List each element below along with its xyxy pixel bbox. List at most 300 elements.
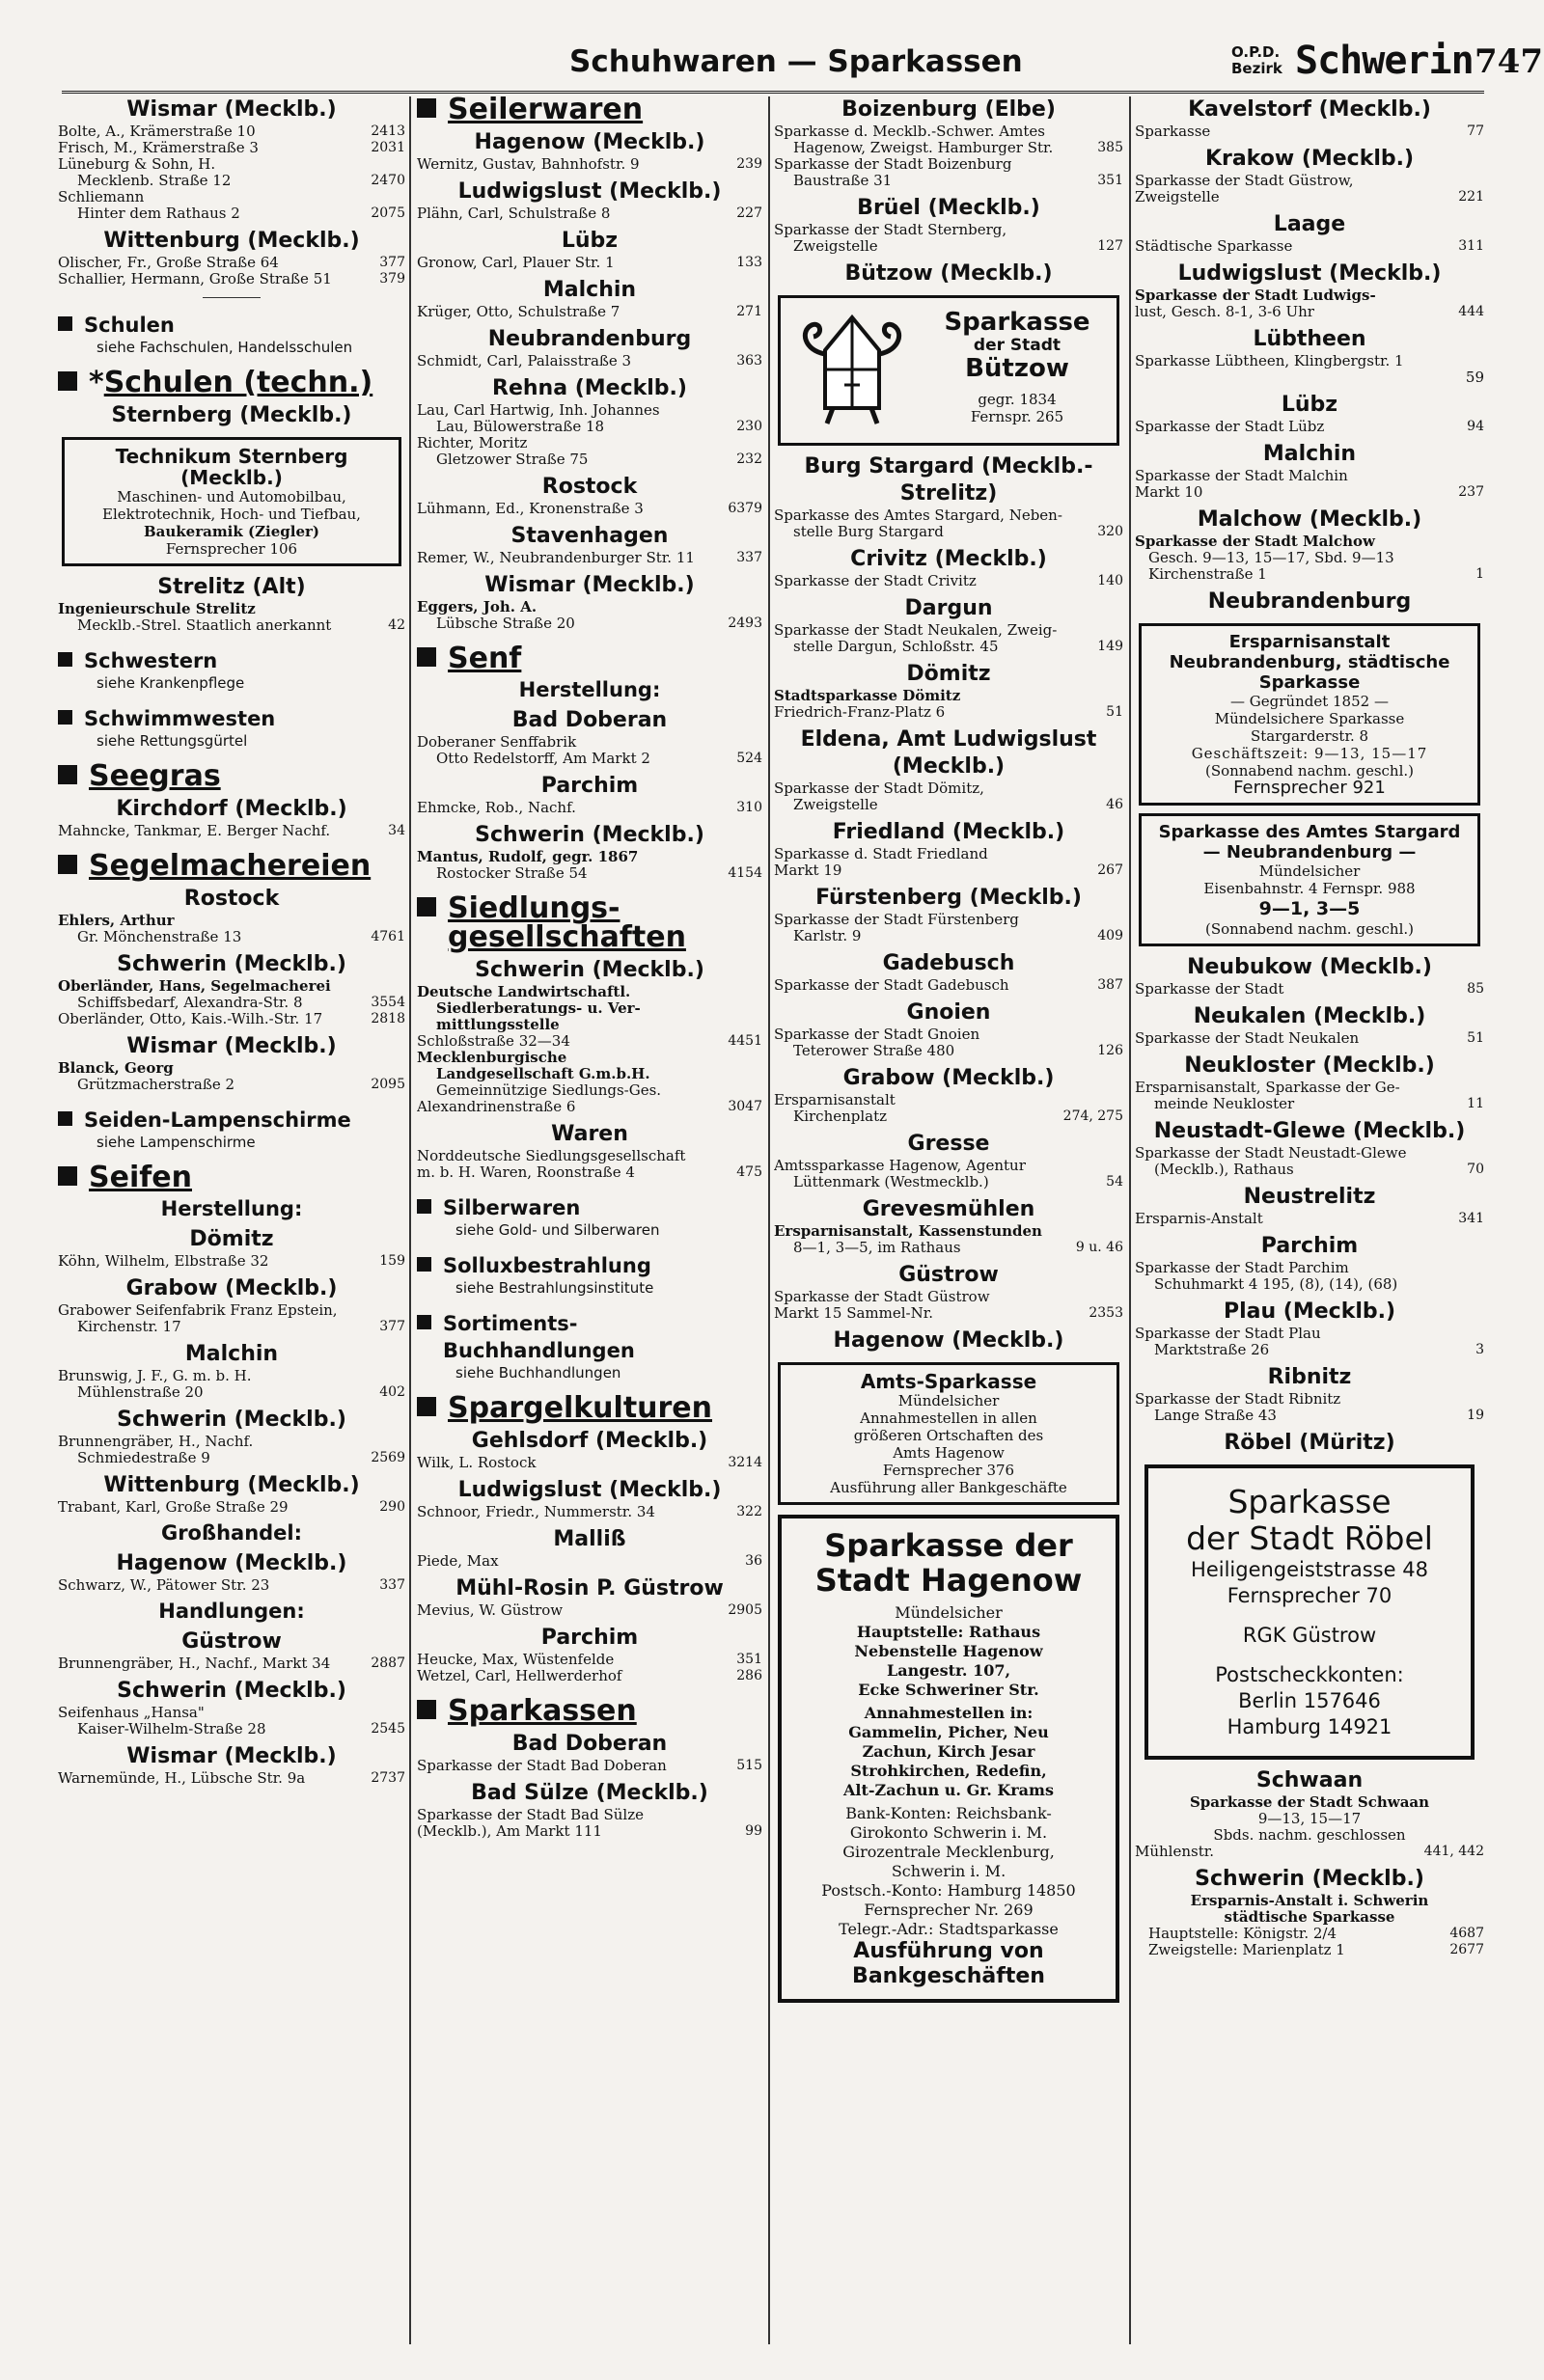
phone-number: 2887 [371,1655,405,1671]
square-bullet-icon [417,1199,431,1214]
entry-text: Ersparnisanstalt [774,1091,896,1108]
ad-line: Gammelin, Picher, Neu [848,1723,1049,1741]
entry [58,995,405,1011]
phone-number: 444 [1458,304,1484,319]
phone-number: 42 [388,617,405,633]
entry [417,865,762,882]
section-heading [417,1694,762,1728]
place-heading: Wismar (Mecklb.) [126,1744,337,1768]
entry-text: meinde Neukloster [1154,1095,1295,1112]
entry-text: Markt 19 [774,862,842,879]
ad-line: Mündelsicher [895,1603,1003,1622]
place-heading: Hagenow (Mecklb.) [116,1551,347,1575]
ad-amts-sparkasse [778,1362,1119,1505]
ad-line: Fernsprecher 376 [882,1462,1015,1479]
entry [774,1305,1123,1322]
entry [774,1240,1123,1256]
entry-text: Ehlers, Arthur [58,912,175,929]
entry-text: mittlungsstelle [436,1016,560,1033]
entry [1135,304,1484,320]
section-label: Schwimmwesten [84,707,276,730]
entry-text: Ersparnisanstalt, Sparkasse der Ge- [1135,1079,1400,1096]
section-heading [58,312,405,339]
section-heading [417,1194,762,1221]
square-bullet-icon [58,371,77,391]
entry [774,573,1123,589]
entry-text: (Mecklb.), Rathaus [1154,1161,1294,1178]
phone-number: 2677 [1449,1942,1484,1957]
entry-text: Friedrich-Franz-Platz 6 [774,703,946,721]
entry-text: Sparkasse der Stadt Güstrow, [1135,172,1354,189]
entry-text: Schuhmarkt 4 195, (8), (14), (68) [1154,1275,1398,1293]
phone-number: 2353 [1089,1305,1123,1321]
entry-text: Schmiedestraße 9 [77,1449,210,1466]
place-heading: Rostock [541,475,638,499]
entry-text: Lüneburg & Sohn, H. [58,155,216,173]
entry-text: Piede, Max [417,1552,499,1570]
phone-number: 515 [736,1758,762,1773]
entry-text: Schliemann [58,188,145,205]
ad-technikum-sternberg [62,437,401,566]
entry [774,797,1123,813]
square-bullet-icon [417,647,436,667]
phone-number: 126 [1097,1043,1123,1058]
phone-number: 230 [736,419,762,434]
entry-text: Trabant, Karl, Große Straße 29 [58,1498,289,1516]
place-heading: Krakow (Mecklb.) [1204,147,1415,171]
entry-text: Sparkasse der Stadt Lübz [1135,418,1325,435]
section-label: Spargelkulturen [448,1391,713,1425]
phone-number: 237 [1458,484,1484,500]
entry-text: lust, Gesch. 8-1, 3-6 Uhr [1135,303,1314,320]
place-heading: Wismar (Mecklb.) [484,573,695,597]
entry-text: Schmidt, Carl, Palaisstraße 3 [417,352,632,369]
place-heading: Wismar (Mecklb.) [126,97,337,122]
entry-text: Sparkasse der Stadt Plau [1135,1325,1321,1342]
entry-text: Markt 10 [1135,483,1203,501]
entry-text: Sparkasse Lübtheen, Klingbergstr. 1 [1135,352,1404,369]
place-heading: Schwerin (Mecklb.) [475,823,704,847]
entry [417,550,762,566]
ad-line: Stargarderstr. 8 [1250,727,1369,745]
place-heading: Neubrandenburg [487,327,692,351]
phone-number: 402 [379,1384,405,1400]
entry-text: Remer, W., Neubrandenburger Str. 11 [417,549,695,566]
phone-number: 3 [1475,1342,1484,1357]
phone-number: 286 [736,1668,762,1683]
entry [417,751,762,767]
entry [1135,1211,1484,1227]
phone-number: 9 u. 46 [1075,1240,1123,1255]
phone-number: 3047 [728,1099,762,1114]
place-heading: Grevesmühlen [862,1197,1035,1221]
place-heading: Burg Stargard (Mecklb.-Strelitz) [804,454,1093,506]
entry [58,173,405,189]
phone-number: 271 [736,304,762,319]
entry-text: Hauptstelle: Königstr. 2/4 [1148,1925,1337,1942]
section-heading [417,891,762,925]
entry-text: Frisch, M., Krämerstraße 3 [58,139,259,156]
place-heading: Gnoien [906,1000,991,1025]
entry-text: Lüttenmark (Westmecklb.) [793,1173,989,1190]
phone-number: 377 [379,255,405,270]
place-heading: Malchin [542,278,637,302]
entry [417,156,762,173]
ad-line: Postscheckkonten: [1215,1663,1404,1686]
entry [417,1033,762,1050]
ad-line: Girozentrale Mecklenburg, [842,1843,1055,1861]
entry [417,1823,762,1840]
phone-number: 239 [736,156,762,172]
place-heading: Grabow (Mecklb.) [842,1066,1055,1090]
entry-text: Städtische Sparkasse [1135,237,1293,255]
entry-text: Lau, Bülowerstraße 18 [436,418,605,435]
ad-line: Fernspr. 265 [970,408,1064,425]
phone-number: 3554 [371,995,405,1010]
entry [417,1455,762,1471]
entry-text: Alexandrinenstraße 6 [417,1098,576,1115]
ad-line: Heiligengeiststrasse 48 [1191,1558,1428,1581]
ad-line: Mündelsicher [1258,862,1361,880]
place-heading: Güstrow [181,1629,282,1654]
ad-line: der Stadt [973,336,1062,355]
ad-title: Ersparnisanstalt Neubrandenburg, städtische Sparkasse [1169,632,1450,693]
entry [58,1721,405,1737]
section-label: Seiden-Lampenschirme [84,1108,351,1132]
section-heading [417,642,762,675]
square-bullet-icon [417,1700,436,1719]
divider [203,297,261,298]
place-heading: Ribnitz [1267,1365,1352,1389]
entry-text: Gemeinnützige Siedlungs-Ges. [436,1081,662,1099]
ad-line: Eisenbahnstr. 4 Fernspr. 988 [1203,880,1416,897]
entry-text: Mecklenburgische [417,1049,567,1066]
entry-text: Sparkasse der Stadt Neukalen, Zweig- [774,621,1058,639]
entry-text: Grützmacherstraße 2 [77,1076,235,1093]
entry-text: Grabower Seifenfabrik Franz Epstein, [58,1301,338,1319]
entry-text: Wilk, L. Rostock [417,1454,537,1471]
phone-number: 351 [736,1652,762,1667]
phone-number: 2905 [728,1602,762,1618]
entry-text: Hinter dem Rathaus 2 [77,205,240,222]
entry-text: Sparkasse der Stadt Parchim [1135,1259,1349,1276]
ad-line: Bank-Konten: Reichsbank- [845,1804,1052,1822]
entry-text: Mühlenstraße 20 [77,1383,204,1401]
ad-line: Alt-Zachun u. Gr. Krams [843,1781,1054,1799]
entry [58,123,405,140]
ad-line: Elektrotechnik, Hoch- und Tiefbau, [102,506,361,523]
ad-line: Ausführung aller Bankgeschäfte [830,1479,1067,1496]
entry [1135,123,1484,140]
entry [774,1043,1123,1059]
entry-text: Mantus, Rudolf, gegr. 1867 [417,848,639,865]
entry-text: Gletzower Straße 75 [436,451,589,468]
section-heading [58,366,405,399]
entry-text: Blanck, Georg [58,1059,174,1077]
see-reference: siehe Lampenschirme [96,1134,256,1151]
entry-text: Sbds. nachm. geschlossen [1213,1826,1406,1844]
entry-text: Warnemünde, H., Lübsche Str. 9a [58,1769,306,1787]
place-heading: Malchow (Mecklb.) [1197,507,1422,532]
entry [774,977,1123,994]
phone-number: 2818 [371,1011,405,1026]
entry-text: Gronow, Carl, Plauer Str. 1 [417,254,615,271]
entry [417,419,762,435]
section-label: Silberwaren [443,1196,581,1219]
entry [1135,1942,1484,1958]
phone-number: 441, 442 [1423,1844,1484,1859]
entry [417,1758,762,1774]
phone-number: 2493 [728,616,762,631]
entry-text: Richter, Moritz [417,434,528,451]
phone-number: 267 [1097,862,1123,878]
entry-text: Sparkasse d. Mecklb.-Schwer. Amtes [774,123,1045,140]
place-heading: Fürstenberg (Mecklb.) [815,886,1082,910]
place-heading: Schwerin (Mecklb.) [117,1679,346,1703]
entry [417,1553,762,1570]
see-reference: siehe Buchhandlungen [455,1364,621,1381]
place-heading: Wittenburg (Mecklb.) [103,1473,360,1497]
square-bullet-icon [417,1315,431,1329]
entry-text: Köhn, Wilhelm, Elbstraße 32 [58,1252,269,1270]
header-rule [62,91,1484,94]
phone-number: 2569 [371,1450,405,1465]
entry-text: Ehmcke, Rob., Nachf. [417,799,576,816]
entry [58,140,405,156]
ad-sparkasse-buetzow [778,295,1119,446]
see-reference: siehe Fachschulen, Handelsschulen [96,339,353,356]
phone-number: 524 [736,751,762,766]
entry-text: Ersparnis-Anstalt i. Schwerin [1190,1892,1429,1909]
square-bullet-icon [58,1111,72,1126]
entry-text: Zweigstelle [1135,188,1220,205]
phone-number: 46 [1106,797,1123,812]
section-heading [417,1391,762,1425]
entry-text: Kirchenstraße 1 [1148,565,1267,583]
phone-number: 34 [388,823,405,838]
phone-number: 363 [736,353,762,369]
entry-text: Olischer, Fr., Große Straße 64 [58,254,279,271]
entry-text: Sparkasse der Stadt Fürstenberg [774,911,1019,928]
place-heading: Dömitz [189,1227,274,1251]
entry-text: Marktstraße 26 [1154,1341,1270,1358]
entry-text: Zweigstelle: Marienplatz 1 [1148,1941,1345,1958]
place-heading: Hagenow (Mecklb.) [833,1328,1064,1353]
entry-text: Krüger, Otto, Schulstraße 7 [417,303,620,320]
place-heading: Ludwigslust (Mecklb.) [1177,261,1442,286]
page-number: 747 [1475,42,1543,81]
place-heading: Güstrow [898,1263,999,1287]
phone-number: 385 [1097,140,1123,155]
column-3 [774,96,1123,2344]
place-heading: Ludwigslust (Mecklb.) [457,179,722,204]
entry [1135,981,1484,998]
entry-text: Ersparnis-Anstalt [1135,1210,1263,1227]
entry-text: Doberaner Senffabrik [417,733,577,751]
entry [774,1108,1123,1125]
phone-number: 70 [1467,1162,1484,1177]
entry [1135,419,1484,435]
phone-number: 2095 [371,1077,405,1092]
entry [417,1164,762,1181]
entry-text: Schallier, Hermann, Große Straße 51 [58,270,332,287]
entry [58,1384,405,1401]
entry-text: Lühmann, Ed., Kronenstraße 3 [417,500,644,517]
ad-line: Strohkirchen, Redefin, [850,1762,1047,1780]
section-label: Schwestern [84,649,218,672]
entry-text: Mahncke, Tankmar, E. Berger Nachf. [58,822,331,839]
entry-text: Sparkasse der Stadt Malchin [1135,467,1348,484]
entry-text: Sparkasse des Amtes Stargard, Neben- [774,506,1062,524]
entry-text: Stadtsparkasse Dömitz [774,687,961,704]
entry-text: städtische Sparkasse [1224,1908,1395,1926]
ad-sparkasse-hagenow [778,1515,1119,2003]
ad-line: RGK Güstrow [1242,1624,1377,1647]
phone-number: 149 [1097,639,1123,654]
entry-text: Brunnengräber, H., Nachf. [58,1433,254,1450]
entry [774,1174,1123,1190]
ad-line: gegr. 1834 [978,391,1057,408]
entry-text: Schiffsbedarf, Alexandra-Str. 8 [77,994,303,1011]
entry-text: Brunnengräber, H., Nachf., Markt 34 [58,1655,331,1672]
entry [1135,1096,1484,1112]
entry [1135,1408,1484,1424]
phone-number: 133 [736,255,762,270]
ad-line: Fernsprecher 70 [1227,1584,1392,1607]
entry-text: Sparkasse der Stadt Gadebusch [774,976,1009,994]
section-label: Seilerwaren [448,96,644,126]
entry-text: Norddeutsche Siedlungsgesellschaft [417,1147,686,1164]
phone-number: 475 [736,1164,762,1180]
square-bullet-icon [58,765,77,784]
entry-text: Deutsche Landwirtschaftl. [417,983,631,1000]
place-heading: Lübtheen [1253,327,1366,351]
entry [58,205,405,222]
entry [58,1499,405,1516]
section-heading [58,1107,405,1134]
ad-line: (Sonnabend nachm. geschl.) [1204,920,1414,938]
place-heading: Lübz [561,229,619,253]
place-heading: Schwerin (Mecklb.) [117,1408,346,1432]
place-heading: Gresse [907,1132,990,1156]
ad-title: Sparkasse [944,308,1090,337]
place-heading: Röbel (Müritz) [1224,1431,1395,1455]
entry-text: Brunswig, J. F., G. m. b. H. [58,1367,252,1384]
place-heading: Bad Doberan [511,708,668,732]
place-heading: Parchim [1260,1234,1359,1258]
phone-number: 19 [1467,1408,1484,1423]
place-heading: Kirchdorf (Mecklb.) [116,797,347,821]
see-reference: siehe Bestrahlungsinstitute [455,1279,654,1297]
place-heading: Sternberg (Mecklb.) [111,403,352,427]
place-heading: Hagenow (Mecklb.) [474,130,705,154]
phone-number: 227 [736,205,762,221]
entry-text: Eggers, Joh. A. [417,598,538,616]
entry-text: Gr. Mönchenstraße 13 [77,928,242,945]
phone-number: 99 [745,1823,762,1839]
square-bullet-icon [417,1257,431,1272]
square-bullet-icon [58,316,72,331]
entry-text: Otto Redelstorff, Am Markt 2 [436,750,650,767]
ad-line: Berlin 157646 [1238,1689,1381,1712]
entry-text: Oberländer, Otto, Kais.-Wilh.-Str. 17 [58,1010,323,1027]
place-heading: Gehlsdorf (Mecklb.) [471,1429,708,1453]
entry-text: Sparkasse der Stadt Güstrow [774,1288,990,1305]
entry [417,255,762,271]
entry [58,1011,405,1027]
ad-line: Annahmestellen in: [864,1704,1034,1722]
entry [417,1099,762,1115]
place-heading: Schwaan [1255,1768,1364,1792]
entry-text: Kaiser-Wilhelm-Straße 28 [77,1720,266,1737]
section-label: Siedlungs- [448,891,620,925]
entry [417,451,762,468]
entry [774,862,1123,879]
entry-text: Mecklb.-Strel. Staatlich anerkannt [77,616,332,634]
entry-text: Sparkasse der Stadt Neustadt-Glewe [1135,1144,1407,1162]
entry-text: Lau, Carl Hartwig, Inh. Johannes [417,401,660,419]
column-divider [409,96,411,2344]
phone-number: 409 [1097,928,1123,944]
phone-number: 77 [1467,123,1484,139]
ad-line: Fernsprecher 106 [165,540,298,558]
entry [417,800,762,816]
place-heading: Waren [551,1122,628,1146]
section-heading [58,705,405,732]
ad-title: Bützow [965,354,1069,383]
place-heading: Mühl-Rosin P. Güstrow [455,1576,724,1600]
entry [58,1655,405,1672]
entry-text: Rostocker Straße 54 [436,864,588,882]
entry-text: Kirchenstr. 17 [77,1318,181,1335]
subheading: Herstellung: [160,1197,303,1220]
phone-number: 387 [1097,977,1123,993]
ad-line: Mündelsicher [897,1392,1000,1409]
section-heading [417,1252,762,1279]
phone-number: 290 [379,1499,405,1515]
place-heading: Lübz [1281,393,1338,417]
phone-number: 85 [1467,981,1484,997]
place-heading: Neustrelitz [1243,1185,1376,1209]
see-reference: siehe Gold- und Silberwaren [455,1221,660,1239]
phone-number: 4761 [371,929,405,944]
ad-line: — Gegründet 1852 — [1230,693,1389,710]
entry-text: Sparkasse der Stadt Malchow [1135,533,1375,550]
entry-text: Karlstr. 9 [793,927,862,944]
place-heading: Parchim [540,774,639,798]
entry [58,1253,405,1270]
ad-line: Maschinen- und Automobilbau, [117,488,346,506]
phone-number: 232 [736,451,762,467]
ad-line: Geschäftszeit: 9—13, 15—17 [1191,745,1428,762]
column-divider [768,96,770,2344]
entry [1135,1844,1484,1860]
entry-text: Sparkasse der Stadt Crivitz [774,572,977,589]
entry-text: stelle Burg Stargard [793,523,944,540]
entry-text: Seifenhaus „Hansa" [58,1704,205,1721]
entry [774,928,1123,944]
square-bullet-icon [417,897,436,916]
entry-text: Wernitz, Gustav, Bahnhofstr. 9 [417,155,640,173]
ad-line: Baukeramik (Ziegler) [143,523,320,540]
entry-text: Sparkasse der Stadt Dömitz, [774,780,984,797]
section-label: Schulen (techn.) [103,366,373,399]
entry-text: Ingenieurschule Strelitz [58,600,256,617]
square-bullet-icon [417,1397,436,1416]
place-heading: Dargun [904,596,993,620]
entry-text: Lübsche Straße 20 [436,615,575,632]
entry-text: Markt 15 Sammel-Nr. [774,1304,934,1322]
